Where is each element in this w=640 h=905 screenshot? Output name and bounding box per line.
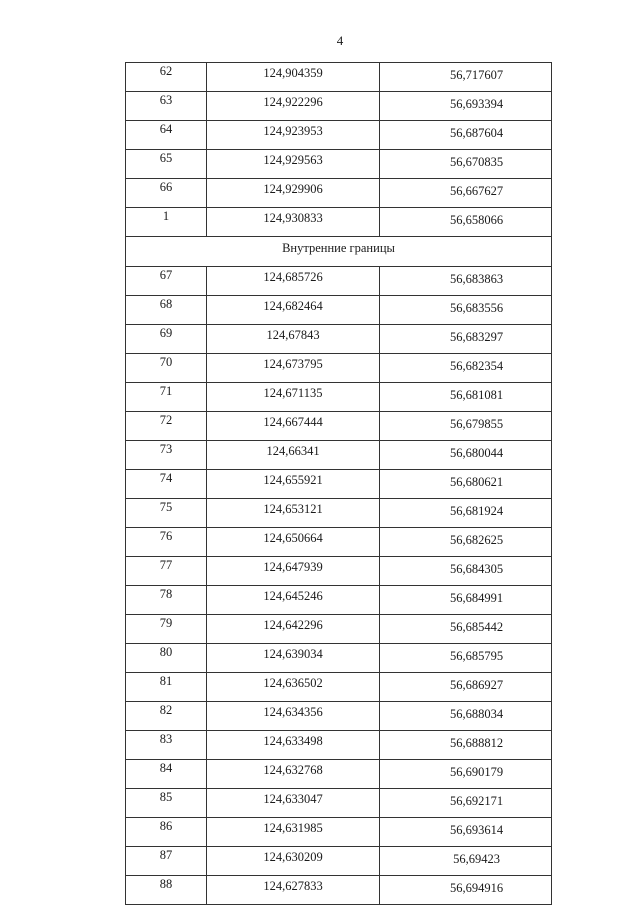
point-number-cell: 66: [126, 179, 207, 208]
y-coordinate-cell: 56,682625: [380, 528, 552, 557]
table-row: [126, 818, 552, 847]
table-row: [126, 150, 552, 179]
point-number-cell: 81: [126, 673, 207, 702]
x-coordinate-cell: 124,636502: [207, 673, 380, 702]
table-row: [126, 92, 552, 121]
y-coordinate-cell: 56,679855: [380, 412, 552, 441]
x-coordinate-cell: 124,634356: [207, 702, 380, 731]
table-row: [126, 412, 552, 441]
x-coordinate-cell: 124,904359: [207, 63, 380, 92]
y-coordinate-cell: 56,692171: [380, 789, 552, 818]
y-coordinate-cell: 56,670835: [380, 150, 552, 179]
point-number-cell: 79: [126, 615, 207, 644]
point-number-cell: 70: [126, 354, 207, 383]
table-row: [126, 586, 552, 615]
point-number-cell: 72: [126, 412, 207, 441]
y-coordinate-cell: 56,683556: [380, 296, 552, 325]
table-row: [126, 789, 552, 818]
x-coordinate-cell: 124,655921: [207, 470, 380, 499]
y-coordinate-cell: 56,685442: [380, 615, 552, 644]
point-number-cell: 62: [126, 63, 207, 92]
y-coordinate-cell: 56,684991: [380, 586, 552, 615]
point-number-cell: 88: [126, 876, 207, 905]
x-coordinate-cell: 124,923953: [207, 121, 380, 150]
table-row: [126, 63, 552, 92]
point-number-cell: 84: [126, 760, 207, 789]
point-number-cell: 69: [126, 325, 207, 354]
point-number-cell: 68: [126, 296, 207, 325]
table-row: [126, 267, 552, 296]
x-coordinate-cell: 124,930833: [207, 208, 380, 237]
x-coordinate-cell: 124,653121: [207, 499, 380, 528]
point-number-cell: 65: [126, 150, 207, 179]
table-row: [126, 760, 552, 789]
y-coordinate-cell: 56,693614: [380, 818, 552, 847]
point-number-cell: 82: [126, 702, 207, 731]
coordinates-table: [125, 62, 552, 905]
y-coordinate-cell: 56,680621: [380, 470, 552, 499]
table-row: [126, 615, 552, 644]
point-number-cell: 76: [126, 528, 207, 557]
section-title: Внутренние границы: [126, 237, 552, 267]
table-row: [126, 847, 552, 876]
table-row: [126, 296, 552, 325]
table-row: [126, 325, 552, 354]
page-number: 4: [336, 33, 344, 48]
table-row: [126, 441, 552, 470]
point-number-cell: 67: [126, 267, 207, 296]
x-coordinate-cell: 124,642296: [207, 615, 380, 644]
y-coordinate-cell: 56,688034: [380, 702, 552, 731]
x-coordinate-cell: 124,673795: [207, 354, 380, 383]
y-coordinate-cell: 56,681081: [380, 383, 552, 412]
point-number-cell: 64: [126, 121, 207, 150]
table-row: [126, 876, 552, 905]
table-row: [126, 731, 552, 760]
section-header-group: [126, 237, 552, 267]
point-number-cell: 1: [126, 208, 207, 237]
point-number-cell: 87: [126, 847, 207, 876]
x-coordinate-cell: 124,682464: [207, 296, 380, 325]
x-coordinate-cell: 124,645246: [207, 586, 380, 615]
y-coordinate-cell: 56,683863: [380, 267, 552, 296]
point-number-cell: 75: [126, 499, 207, 528]
point-number-cell: 74: [126, 470, 207, 499]
y-coordinate-cell: 56,680044: [380, 441, 552, 470]
point-number-cell: 86: [126, 818, 207, 847]
y-coordinate-cell: 56,682354: [380, 354, 552, 383]
x-coordinate-cell: 124,667444: [207, 412, 380, 441]
table-row: [126, 499, 552, 528]
y-coordinate-cell: 56,681924: [380, 499, 552, 528]
table-row: [126, 121, 552, 150]
table-row: [126, 673, 552, 702]
y-coordinate-cell: 56,688812: [380, 731, 552, 760]
point-number-cell: 73: [126, 441, 207, 470]
x-coordinate-cell: 124,633498: [207, 731, 380, 760]
table-row: [126, 702, 552, 731]
y-coordinate-cell: 56,690179: [380, 760, 552, 789]
x-coordinate-cell: 124,929906: [207, 179, 380, 208]
x-coordinate-cell: 124,639034: [207, 644, 380, 673]
x-coordinate-cell: 124,66341: [207, 441, 380, 470]
y-coordinate-cell: 56,69423: [380, 847, 552, 876]
x-coordinate-cell: 124,671135: [207, 383, 380, 412]
y-coordinate-cell: 56,684305: [380, 557, 552, 586]
y-coordinate-cell: 56,658066: [380, 208, 552, 237]
point-number-cell: 85: [126, 789, 207, 818]
y-coordinate-cell: 56,667627: [380, 179, 552, 208]
outer-boundary-rows: [126, 63, 552, 237]
table-row: [126, 470, 552, 499]
x-coordinate-cell: 124,929563: [207, 150, 380, 179]
x-coordinate-cell: 124,922296: [207, 92, 380, 121]
y-coordinate-cell: 56,694916: [380, 876, 552, 905]
x-coordinate-cell: 124,630209: [207, 847, 380, 876]
x-coordinate-cell: 124,647939: [207, 557, 380, 586]
point-number-cell: 80: [126, 644, 207, 673]
point-number-cell: 83: [126, 731, 207, 760]
x-coordinate-cell: 124,650664: [207, 528, 380, 557]
y-coordinate-cell: 56,687604: [380, 121, 552, 150]
table-row: [126, 644, 552, 673]
y-coordinate-cell: 56,693394: [380, 92, 552, 121]
y-coordinate-cell: 56,686927: [380, 673, 552, 702]
table-row: [126, 208, 552, 237]
x-coordinate-cell: 124,685726: [207, 267, 380, 296]
inner-boundary-rows: [126, 267, 552, 905]
x-coordinate-cell: 124,632768: [207, 760, 380, 789]
point-number-cell: 71: [126, 383, 207, 412]
y-coordinate-cell: 56,685795: [380, 644, 552, 673]
table-row: [126, 528, 552, 557]
point-number-cell: 77: [126, 557, 207, 586]
table-row: [126, 557, 552, 586]
x-coordinate-cell: 124,627833: [207, 876, 380, 905]
point-number-cell: 78: [126, 586, 207, 615]
table-row: [126, 354, 552, 383]
section-header-row: [126, 237, 552, 267]
x-coordinate-cell: 124,67843: [207, 325, 380, 354]
table-row: [126, 383, 552, 412]
x-coordinate-cell: 124,633047: [207, 789, 380, 818]
table-row: [126, 179, 552, 208]
x-coordinate-cell: 124,631985: [207, 818, 380, 847]
y-coordinate-cell: 56,683297: [380, 325, 552, 354]
y-coordinate-cell: 56,717607: [380, 63, 552, 92]
point-number-cell: 63: [126, 92, 207, 121]
